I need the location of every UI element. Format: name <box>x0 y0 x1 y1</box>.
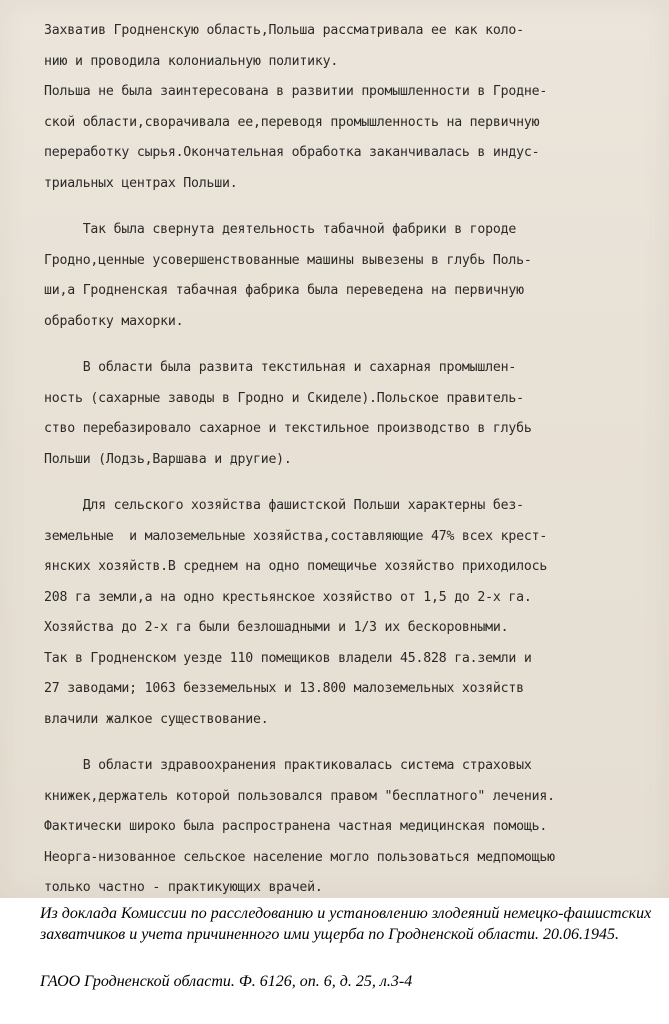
text-line: Неорга-низованное сельское население могло пользоваться медпомощью <box>44 849 555 865</box>
text-line: Польша не была заинтересована в развитии промышленности в Гродне- <box>44 84 548 99</box>
text-line: Для сельского хозяйства фашистской Польши характерны без- <box>44 498 524 513</box>
text-line: янских хозяйств.В среднем на одно помещичье хозяйство приходилось <box>44 559 548 574</box>
text-line: ши,а Гродненская табачная фабрика была переведена на первичную <box>44 283 524 298</box>
text-line: В области здравоохранения практиковалась система страховых <box>44 758 532 773</box>
text-line: Гродно,ценные усовершенствованные машины вывезены в глубь Поль- <box>44 252 532 268</box>
text-line: Польши (Лодзь,Варшава и другие). <box>44 451 292 467</box>
archive-reference: ГАОО Гродненской области. Ф. 6126, оп. 6, д. 25, л.3-4 <box>40 973 413 990</box>
paragraph <box>44 77 664 199</box>
text-line: Так в Гродненском уезде 110 помещиков владели 45.828 га.земли и <box>44 650 532 666</box>
text-line: обработку махорки. <box>44 313 184 329</box>
caption-block <box>40 903 660 992</box>
text-line: ство перебазировало сахарное и текстильное производство в глубь <box>44 421 532 436</box>
text-line: Захватив Гродненскую область,Польша рассматривала ее как коло- <box>44 23 524 38</box>
text-line: В области была развита текстильная и сахарная промышлен- <box>44 360 517 375</box>
paragraph <box>44 353 664 475</box>
text-line: только частно - практикующих врачей. <box>44 880 323 895</box>
paragraph <box>44 16 664 77</box>
text-line: ность (сахарные заводы в Гродно и Скиделе).Польское правитель- <box>44 390 524 406</box>
text-line: переработку сырья.Окончательная обработка заканчивалась в индус- <box>44 145 540 160</box>
text-line: Так была свернута деятельность табачной фабрики в городе <box>44 222 517 237</box>
text-line: земельные и малоземельные хозяйства,составляющие 47% всех крест- <box>44 528 548 544</box>
paragraph <box>44 751 664 898</box>
text-line: книжек,держатель которой пользовался правом "бесплатного" лечения. <box>44 788 555 804</box>
typewritten-text <box>44 16 664 898</box>
paragraph <box>44 491 664 735</box>
text-line: Хозяйства до 2-х га были безлошадными и 1/3 их бескоровными. <box>44 620 509 635</box>
text-line: ской области,сворачивала ее,переводя промышленность на первичную <box>44 114 540 130</box>
paragraph <box>44 215 664 337</box>
text-line: влачили жалкое существование. <box>44 711 269 727</box>
text-line: 27 заводами; 1063 безземельных и 13.800 малоземельных хозяйств <box>44 681 524 696</box>
caption-text: Из доклада Комиссии по расследованию и установлению злодеяний немецко-фашистских захватчиков и учета причиненного ими ущерба по Гродненской области. 20.06.1945. <box>40 905 652 943</box>
text-line: Фактически широко была распространена частная медицинская помощь. <box>44 819 548 834</box>
text-line: нию и проводила колониальную политику. <box>44 53 339 69</box>
text-line: триальных центрах Польши. <box>44 175 238 191</box>
text-line: 208 га земли,а на одно крестьянское хозяйство от 1,5 до 2-х га. <box>44 589 532 605</box>
